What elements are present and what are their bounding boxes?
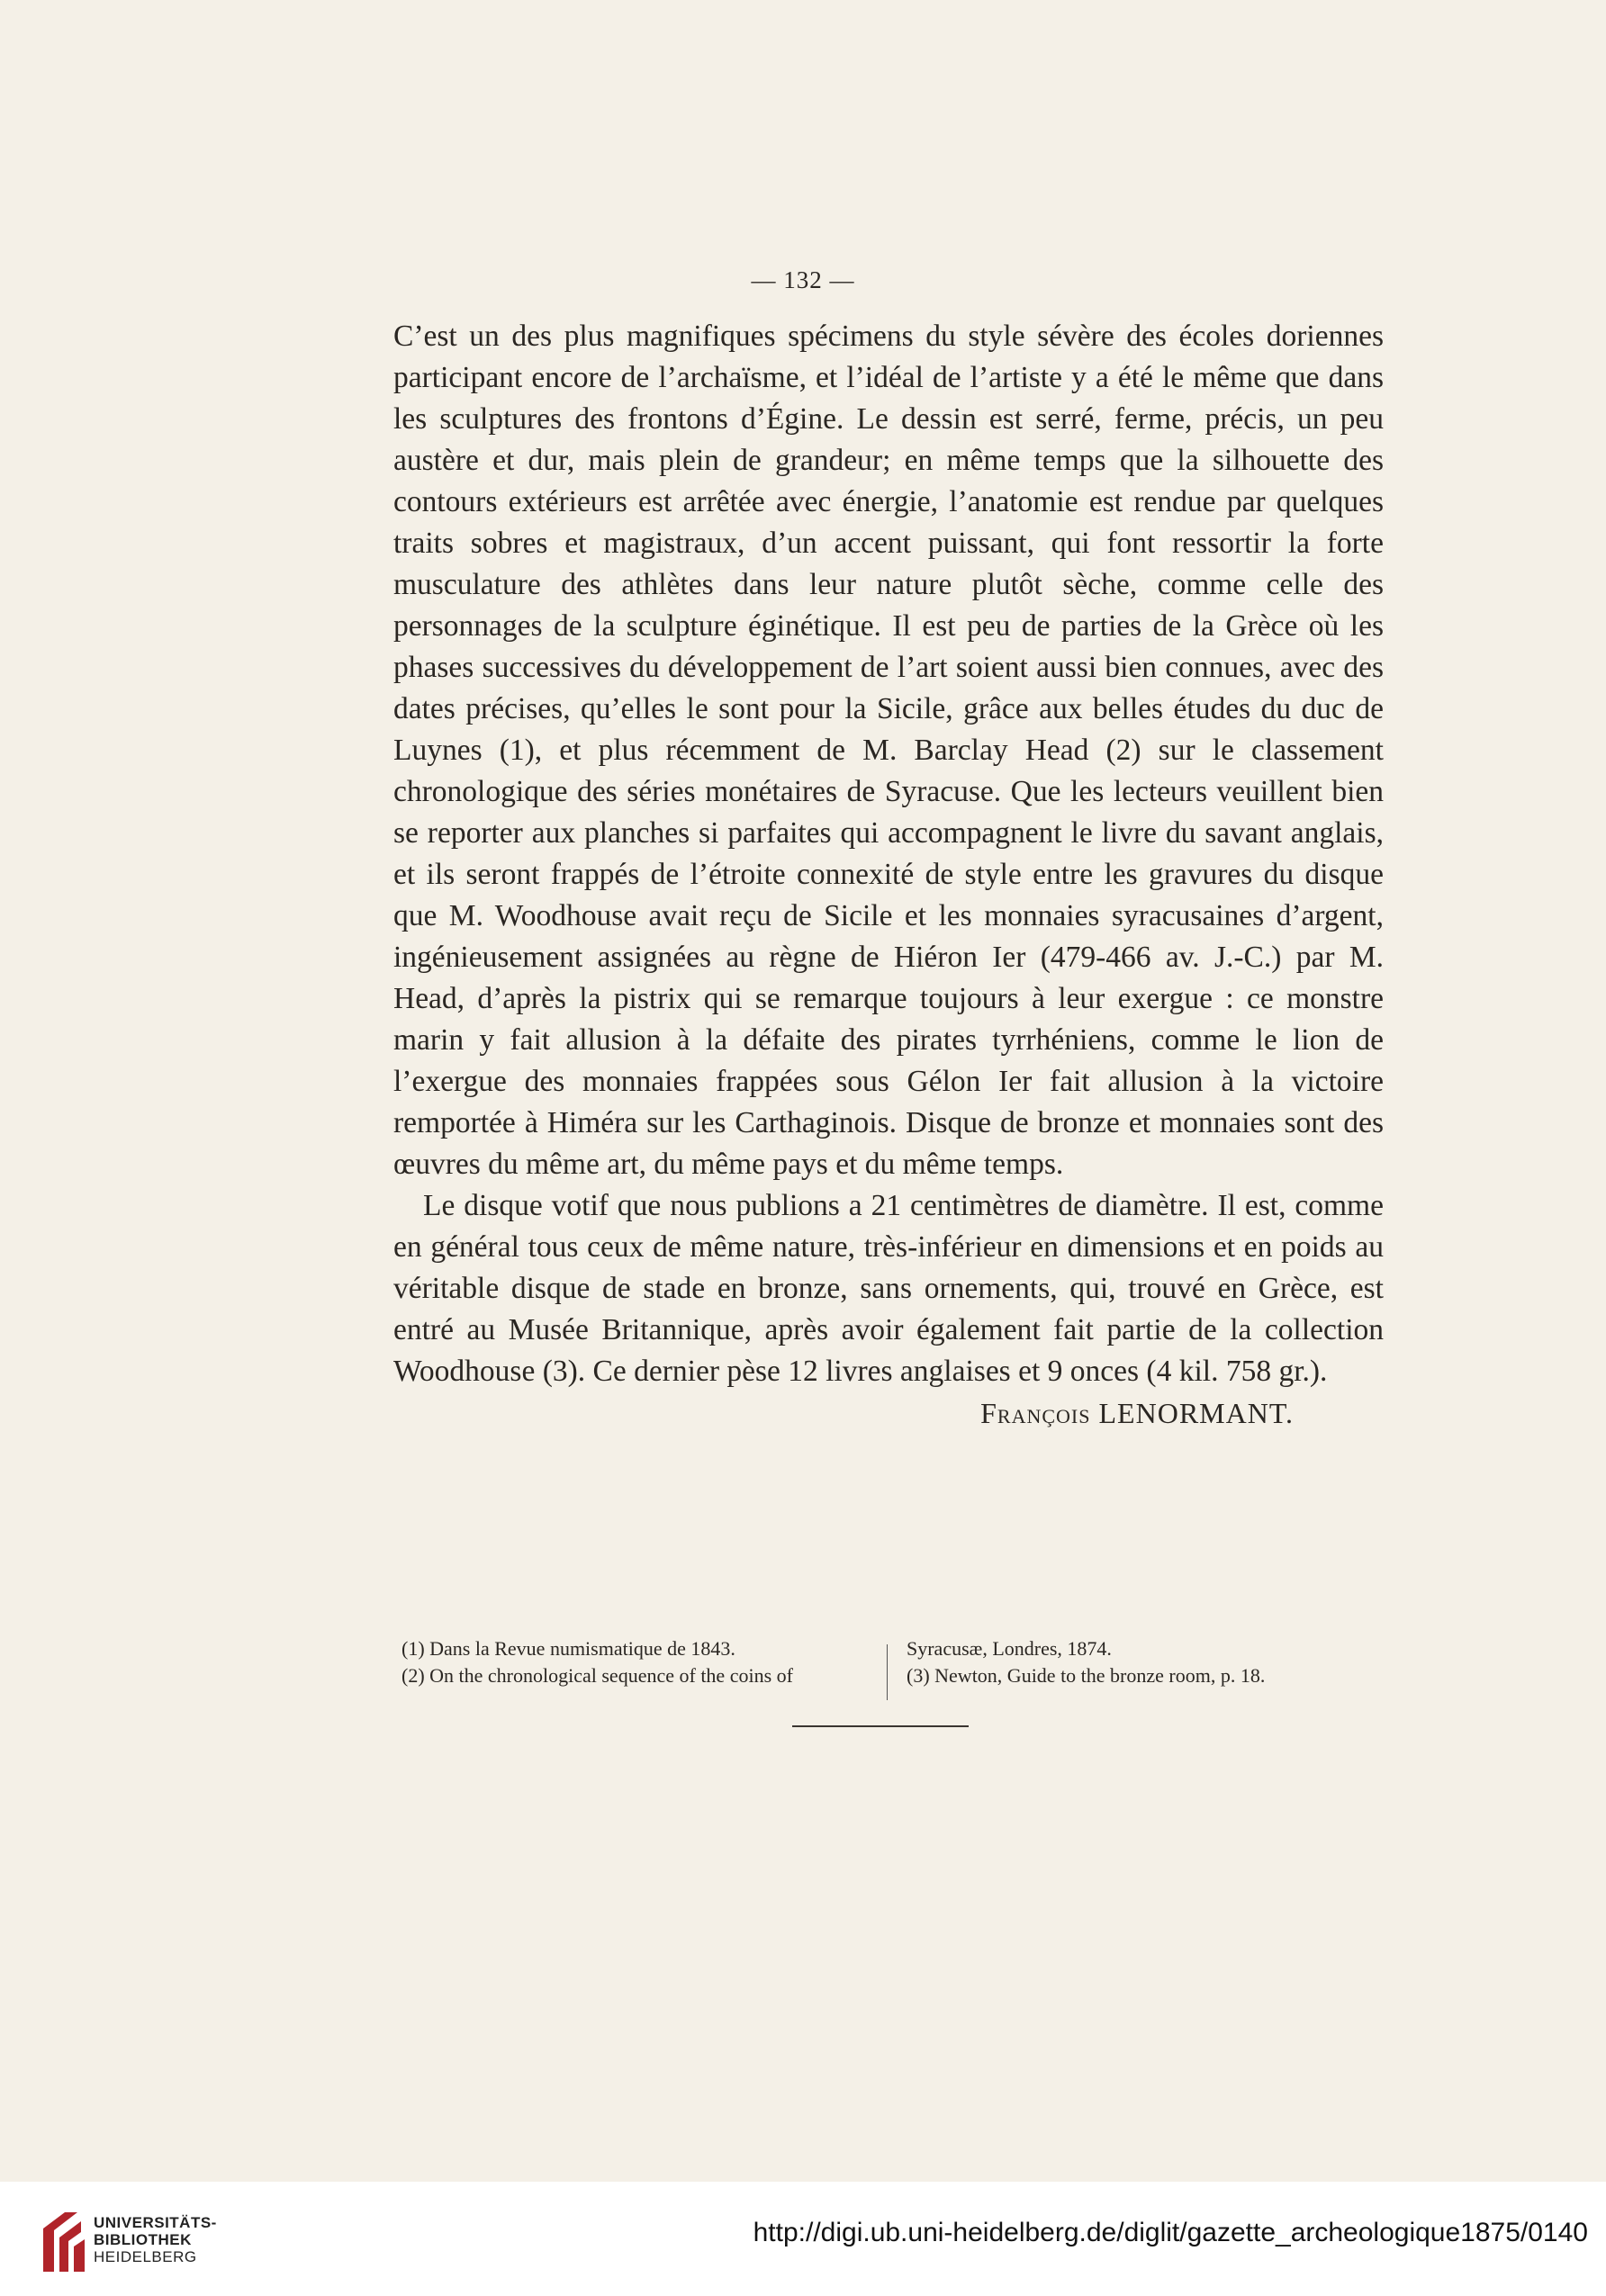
footnotes-right-column (907, 1635, 1384, 1689)
paragraph-2: Le disque votif que nous publions a 21 centimètres de diamètre. Il est, comme en général tous ceux de même nature, très-inférieur en dimensions et en poids au véritable disque de stade en bronze, sans ornements, qui, trouvé en Grèce, est entré au Musée Britannique, après avoir également fait partie de la collection Woodhouse (3). Ce dernier pèse 12 livres anglaises et 9 onces (4 kil. 758 gr.). (393, 1189, 1384, 1388)
article-body (393, 316, 1384, 1434)
footnotes-left-column (402, 1635, 879, 1689)
author-signature (393, 1392, 1384, 1434)
end-rule (792, 1725, 969, 1727)
library-name-line-3: HEIDELBERG (94, 2248, 197, 2265)
footnote-column-divider (887, 1644, 888, 1700)
library-name-line-2: BIBLIOTHEK (94, 2231, 192, 2248)
source-url-link[interactable]: http://digi.ub.uni-heidelberg.de/diglit/gazette_archeologique1875/0140 (753, 2218, 1588, 2247)
paragraph-1: C’est un des plus magnifiques spécimens du style sévère des écoles doriennes participant encore de l’archaïsme, et l’idéal de l’artiste y a été le même que dans les sculptures des frontons d’Égine. Le dessin est serré, ferme, précis, un peu austère et dur, mais plein de grandeur; en même temps que la silhouette des contours extérieurs est arrêtée avec énergie, l’anatomie est rendue par quelques traits sobres et magistraux, d’un accent puissant, qui font ressortir la forte musculature des athlètes dans leur nature plutôt sèche, comme celle des personnages de la sculpture éginétique. Il est peu de parties de la Grèce où les phases successives du développement de l’art soient aussi bien connues, avec des dates précises, qu’elles le sont pour la Sicile, grâce aux belles études du duc de Luynes (1), et plus récemment de M. Barclay Head (2) sur le classement chronologique des séries monétaires de Syracuse. Que les lecteurs veuillent bien se reporter aux planches si parfaites qui accompagnent le livre du savant anglais, et ils seront frappés de l’étroite connexité de style entre les gravures du disque que M. Woodhouse avait reçu de Sicile et les monnaies syracusaines d’argent, ingénieusement assignées au règne de Hiéron Ier (479-466 av. J.-C.) par M. Head, d’après la pistrix qui se remarque toujours à leur exergue : ce monstre marin y fait allusion à la défaite des pirates tyrrhéniens, comme le lion de l’exergue des monnaies frappées sous Gélon Ier fait allusion à la victoire remportée à Himéra sur les Carthaginois. Disque de bronze et monnaies sont des œuvres du même art, du même pays et du même temps. (393, 320, 1384, 1181)
library-name (94, 2214, 217, 2265)
footnote-1: (1) Dans la Revue numismatique de 1843. (402, 1637, 735, 1660)
digitization-footer (0, 2182, 1606, 2296)
library-name-line-1: UNIVERSITÄTS- (94, 2214, 217, 2231)
author-first-name: François (980, 1397, 1091, 1429)
footnote-2: (2) On the chronological sequence of the coins of (402, 1664, 793, 1687)
footnote-2-continuation: Syracusæ, Londres, 1874. (907, 1637, 1112, 1660)
library-logo-icon (34, 2207, 88, 2275)
page-number: — 132 — (751, 266, 855, 293)
footnote-3: (3) Newton, Guide to the bronze room, p. 18. (907, 1664, 1266, 1687)
author-last-name: LENORMANT. (1098, 1397, 1294, 1429)
